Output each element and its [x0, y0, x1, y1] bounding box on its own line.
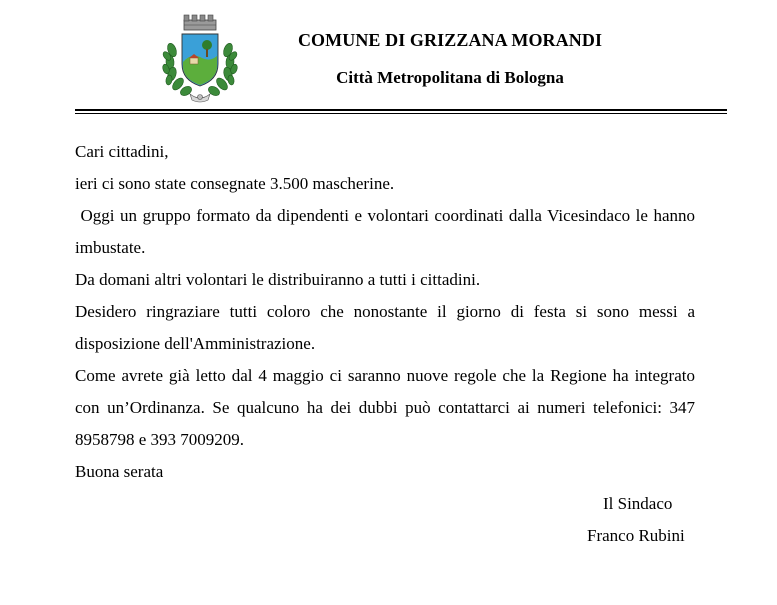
signature-role: Il Sindaco [603, 494, 673, 513]
municipality-title: COMUNE DI GRIZZANA MORANDI [297, 30, 603, 50]
letter-paragraph: Desidero ringraziare tutti coloro che nonostante il giorno di festa si sono messi a disposizione dell'Amministrazione. [75, 302, 695, 353]
header-divider-thick [75, 109, 727, 111]
municipality-subtitle: Città Metropolitana di Bologna [336, 68, 564, 87]
letter-paragraph: Oggi un gruppo formato da dipendenti e volontari coordinati dalla Vicesindaco le hanno imbustate. [75, 206, 700, 257]
signature-name: Franco Rubini [587, 526, 685, 545]
letter-paragraph: Da domani altri volontari le distribuiranno a tutti i cittadini. [75, 270, 481, 289]
letter-closing: Buona serata [75, 462, 164, 481]
municipal-crest-icon [162, 12, 238, 104]
header-divider-thin [75, 113, 727, 114]
letter-greeting: Cari cittadini, [75, 142, 169, 161]
letter-body [75, 136, 700, 488]
letter-paragraph: ieri ci sono state consegnate 3.500 mascherine. [75, 174, 395, 193]
letter-paragraph: Come avrete già letto dal 4 maggio ci saranno nuove regole che la Regione ha integrato con un’Ordinanza. Se qualcuno ha dei dubbi può contattarci ai numeri telefonici: 347 8958798 e 393 7009209. [75, 366, 695, 449]
